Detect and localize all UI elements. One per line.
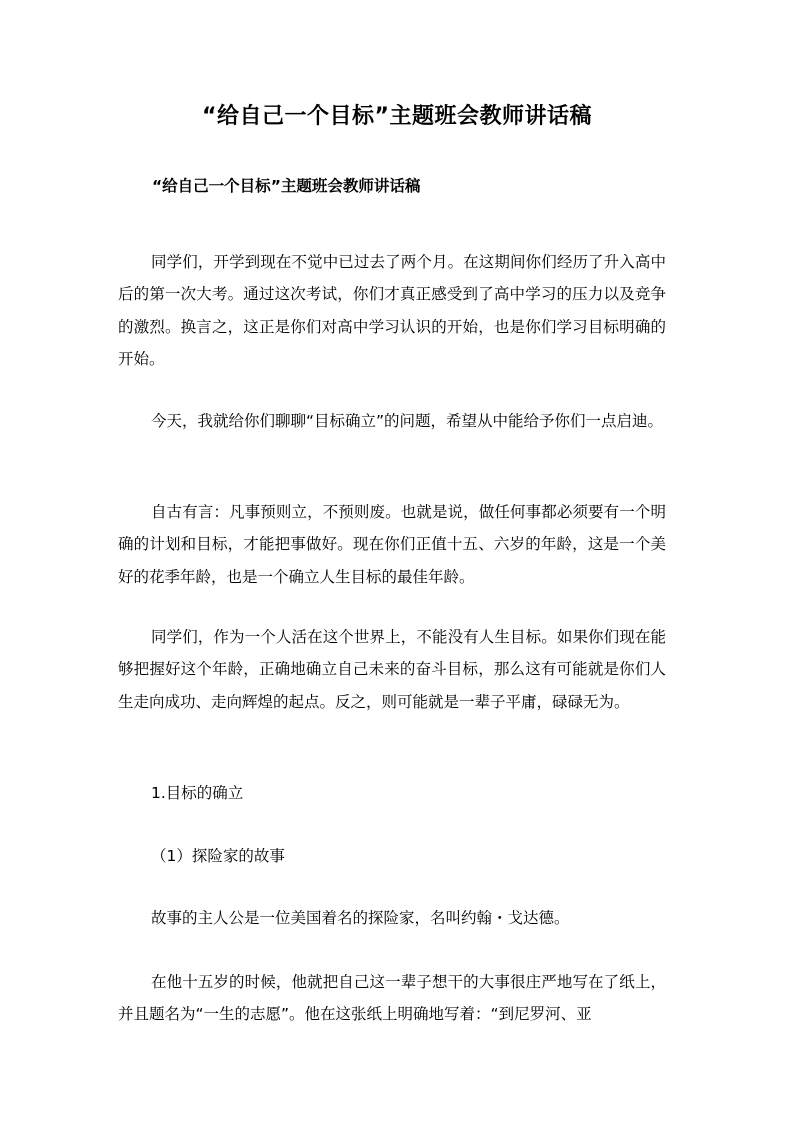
paragraph-2: 今天，我就给你们聊聊“目标确立”的问题，希望从中能给予你们一点启迪。 — [151, 411, 664, 430]
paragraph-6: 在他十五岁的时候，他就把自己这一辈子想干的大事很庄严地写在了纸上，并且题名为“一生的志愿”。他在这张纸上明确地写着：“到尼罗河、亚 — [118, 972, 666, 1023]
paragraph-1: 同学们，开学到现在不觉中已过去了两个月。在这期间你们经历了升入高中后的第一次大考。通过这次考试，你们才真正感受到了高中学习的压力以及竞争的激烈。换言之，这正是你们对高中学习认识的开始，也是你们学习目标明确的开始。 — [118, 252, 666, 368]
section-heading: 1.目标的确立 — [151, 783, 244, 802]
document-title: “给自己一个目标”主题班会教师讲话稿 — [202, 104, 592, 129]
subsection-heading: （1）探险家的故事 — [151, 846, 285, 865]
paragraph-3: 自古有言：凡事预则立，不预则废。也就是说，做任何事都必须要有一个明确的计划和目标，才能把事做好。现在你们正值十五、六岁的年龄，这是一个美好的花季年龄，也是一个确立人生目标的最佳年龄。 — [118, 502, 666, 586]
paragraph-4: 同学们，作为一个人活在这个世界上，不能没有人生目标。如果你们现在能够把握好这个年龄，正确地确立自己未来的奋斗目标，那么这有可能就是你们人生走向成功、走向辉煌的起点。反之，则可能就是一辈子平庸，碌碌无为。 — [118, 627, 666, 711]
paragraph-5: 故事的主人公是一位美国着名的探险家，名叫约翰・戈达德。 — [151, 908, 570, 927]
document-subtitle: “给自己一个目标”主题班会教师讲话稿 — [152, 177, 421, 195]
